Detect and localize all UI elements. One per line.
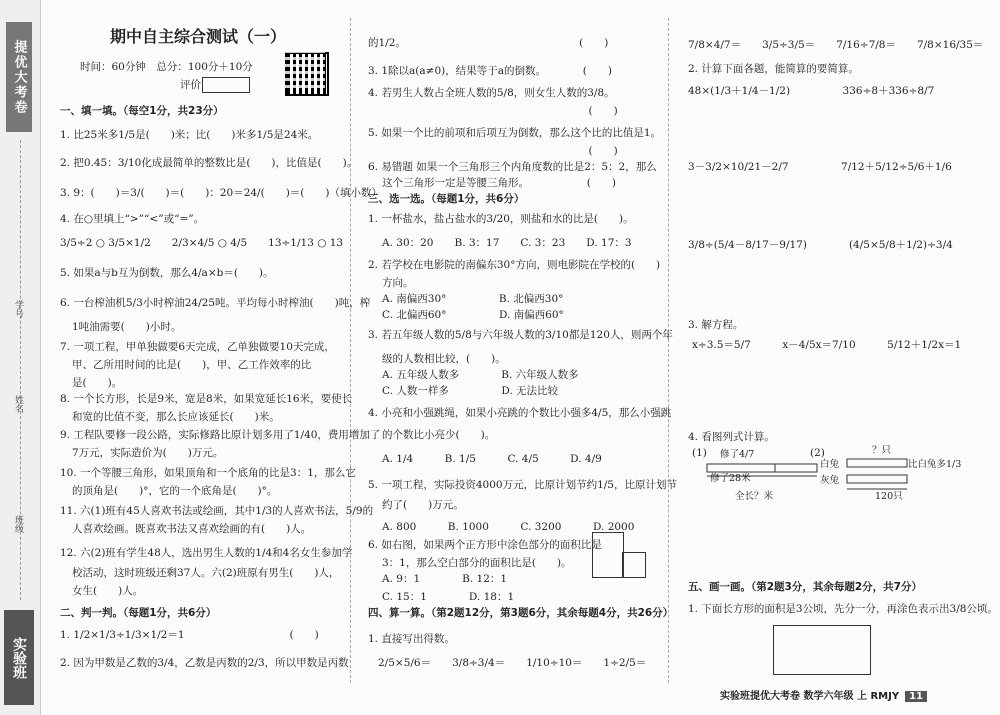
question-line: 这个三角形一定是等腰三角形。 ( )	[382, 177, 616, 189]
question-line: 女生( )人。	[72, 585, 144, 597]
column-divider	[350, 18, 351, 683]
question-line: C. 15：1 D. 18：1	[382, 591, 515, 603]
field-class: 班级	[13, 515, 23, 533]
question-line: x÷3.5＝5/7 x－4/5x＝7/10 5/12＋1/2x＝1	[692, 339, 962, 351]
eval-label: 评价	[180, 79, 201, 91]
section-heading: 一、填一填。（每空1分，共23分）	[60, 105, 224, 117]
question-line: 7. 一项工程，甲单独做要6天完成，乙单独做要10天完成，	[60, 341, 335, 353]
column-right	[680, 0, 998, 700]
question-line: 1. 一杯盐水，盐占盐水的3/20，则盐和水的比是( )。	[368, 213, 634, 225]
page-number: 11	[905, 691, 927, 702]
question-line: ( )	[368, 105, 618, 117]
question-line: 48×(1/3＋1/4－1/2) 336÷8＋336÷8/7	[688, 85, 935, 97]
question-line: 2/5×5/6＝ 3/8÷3/4＝ 1/10÷10＝ 1÷2/5＝	[378, 657, 647, 669]
question-line: A. 800 B. 1000 C. 3200 D. 2000	[382, 521, 635, 533]
question-line: 1. 直接写出得数。	[368, 633, 455, 645]
question-line: A. 30：20 B. 3：17 C. 3：23 D. 17：3	[382, 237, 632, 249]
exam-meta: 时间：60分钟 总分：100分＋10分	[80, 61, 253, 73]
question-line: 8. 一个长方形，长是9米，宽是8米，如果宽延长16米，要使长	[60, 393, 353, 405]
question-line: 6. 一台榨油机5/3小时榨油24/25吨。平均每小时榨油( )吨，榨	[60, 297, 371, 309]
question-line: 的顶角是( )°，它的一个底角是( )°。	[72, 485, 278, 497]
square-figure	[592, 532, 624, 578]
question-line: 7/8×4/7＝ 3/5÷3/5＝ 7/16÷7/8＝ 7/8×16/35＝	[688, 39, 984, 51]
column-divider	[668, 18, 669, 683]
question-line: 1. 下面长方形的面积是3公顷，先分一分，再涂色表示出3/8公顷。	[688, 603, 998, 615]
question-line: 7万元，实际造价为( )万元。	[72, 447, 224, 459]
question-line: A. 南偏西30° B. 北偏西30°	[382, 293, 564, 305]
question-line: 校活动，这时班级还剩37人。六(2)班原有男生( )人，	[72, 567, 340, 579]
section-heading: 五、画一画。（第2题3分，其余每题2分，共7分）	[688, 581, 922, 593]
question-line: 和宽的比值不变，那么长应该延长( )米。	[72, 411, 280, 423]
question-line: 4. 小亮和小强跳绳，如果小亮跳的个数比小强多4/5，那么小强跳	[368, 407, 672, 419]
question-line: 5. 如果一个比的前项和后项互为倒数，那么这个比的比值是1。	[368, 127, 662, 139]
diagram2-label: ？只	[872, 445, 892, 456]
question-line: 5. 一项工程，实际投资4000万元，比原计划节约1/5，比原计划节	[368, 479, 677, 491]
diagram2-bar	[845, 455, 915, 495]
question-line: 方向。	[382, 277, 414, 289]
diagram2-label: 比白兔多1/3	[908, 459, 962, 470]
question-line: 约了( )万元。	[382, 499, 464, 511]
question-line: A. 1/4 B. 1/5 C. 4/5 D. 4/9	[382, 453, 602, 465]
rectangle-figure	[773, 625, 871, 675]
field-name: 姓名	[13, 395, 23, 413]
question-line: 6. 易错题 如果一个三角形三个内角度数的比是2：5：2，那么	[368, 161, 657, 173]
footer-text: 实验班提优大考卷 数学六年级 上 RMJY	[720, 691, 900, 702]
section-heading: 二、判一判。（每题1分，共6分）	[60, 607, 217, 619]
footer	[720, 687, 927, 702]
question-line: 1. 1/2×1/3÷1/3×1/2＝1 ( )	[60, 629, 319, 641]
diagram1-label: 修了28米	[710, 473, 751, 484]
question-line: 3－3/2×10/21－2/7 7/12＋5/12÷5/6＋1/6	[688, 161, 952, 173]
question-line: 3. 解方程。	[688, 319, 744, 331]
question-line: 1. 比25米多1/5是( )米；比( )米多1/5是24米。	[60, 129, 319, 141]
page-title: 期中自主综合测试（一）	[110, 27, 287, 46]
section-heading: 四、算一算。（第2题12分，第3题6分，其余每题4分，共26分）	[368, 607, 674, 619]
question-line: 2. 若学校在电影院的南偏东30°方向，则电影院在学校的( )	[368, 259, 661, 271]
question-line: 是( )。	[72, 377, 123, 389]
eval-box	[202, 77, 250, 93]
question-line: A. 9：1 B. 12：1	[382, 573, 508, 585]
diagram1-label: 全长？米	[735, 491, 774, 502]
field-student-number: 学号	[13, 300, 23, 318]
question-line: C. 北偏西60° D. 南偏西60°	[382, 309, 564, 321]
question-line: ( )	[368, 145, 618, 157]
question-line: 6. 如右图，如果两个正方形中涂色部分的面积比是	[368, 539, 602, 551]
question-line: C. 人数一样多 D. 无法比较	[382, 385, 559, 397]
question-line: 3. 9：( )＝3/( )＝( )：20＝24/( )＝( )（填小数）	[60, 187, 382, 199]
question-line: 5. 如果a与b互为倒数，那么4/a×b＝( )。	[60, 267, 274, 279]
question-line: 3：1，那么空白部分的面积比是( )。	[382, 557, 572, 569]
question-line: 2. 因为甲数是乙数的3/4，乙数是丙数的2/3，所以甲数是丙数	[60, 657, 349, 669]
question-line: 的1/2。 ( )	[368, 37, 609, 49]
question-line: 1吨油需要( )小时。	[72, 321, 182, 333]
question-line: 2. 把0.45：3/10化成最简单的整数比是( )，比值是( )。	[60, 157, 358, 169]
question-line: 3. 1除以a(a≠0)，结果等于a的倒数。 ( )	[368, 65, 612, 77]
diagram1-number: (1)	[692, 447, 707, 459]
question-line: 2. 计算下面各题，能简算的要简算。	[688, 63, 859, 75]
column-left	[50, 0, 382, 700]
diagram2-label: 灰兔	[820, 475, 840, 486]
question-line: 级的人数相比较，( )。	[382, 353, 506, 365]
question-line: 12. 六(2)班有学生48人，选出男生人数的1/4和4名女生参加学	[60, 547, 353, 559]
question-line: 3/8÷(5/4－8/17－9/17) (4/5×5/8＋1/2)÷3/4	[688, 239, 953, 251]
question-line: 甲、乙所用时间的比是( )，甲、乙工作效率的比	[72, 359, 312, 371]
question-line: 11. 六(1)班有45人喜欢书法或绘画，其中1/3的人喜欢书法，5/9的	[60, 505, 374, 517]
diagram2-label: 120只	[875, 491, 903, 502]
section-heading: 三、选一选。（每题1分，共6分）	[368, 193, 525, 205]
diagram1-label: 修了4/7	[720, 449, 755, 460]
sidebar-strip	[0, 0, 41, 715]
question-line: 的个数比小亮少( )。	[382, 429, 496, 441]
question-line: 3/5÷2 ○ 3/5×1/2 2/3×4/5 ○ 4/5 13÷1/13 ○ 13	[60, 237, 344, 249]
question-line: A. 五年级人数多 B. 六年级人数多	[382, 369, 579, 381]
diagram2-number: (2)	[810, 447, 825, 459]
question-line: 人喜欢绘画。既喜欢书法又喜欢绘画的有( )人。	[72, 523, 312, 535]
question-line: 4. 若男生人数占全班人数的5/8，则女生人数的3/8。	[368, 87, 615, 99]
diagram2-label: 白兔	[820, 459, 840, 470]
brand-logo-top: 提优大考卷	[6, 22, 32, 132]
question-line: 9. 工程队要修一段公路，实际修路比原计划多用了1/40，费用增加了	[60, 429, 381, 441]
question-line: 4. 在○里填上“>”“<”或“=”。	[60, 213, 205, 225]
square-figure	[622, 552, 646, 578]
question-line: 10. 一个等腰三角形，如果顶角和一个底角的比是3：1，那么它	[60, 467, 356, 479]
question-line: 3. 若五年级人数的5/8与六年级人数的3/10都是120人，则两个年	[368, 329, 673, 341]
column-middle	[360, 0, 677, 700]
question-line: 4. 看图列式计算。	[688, 431, 775, 443]
brand-logo-bottom: 实验班	[4, 610, 34, 705]
